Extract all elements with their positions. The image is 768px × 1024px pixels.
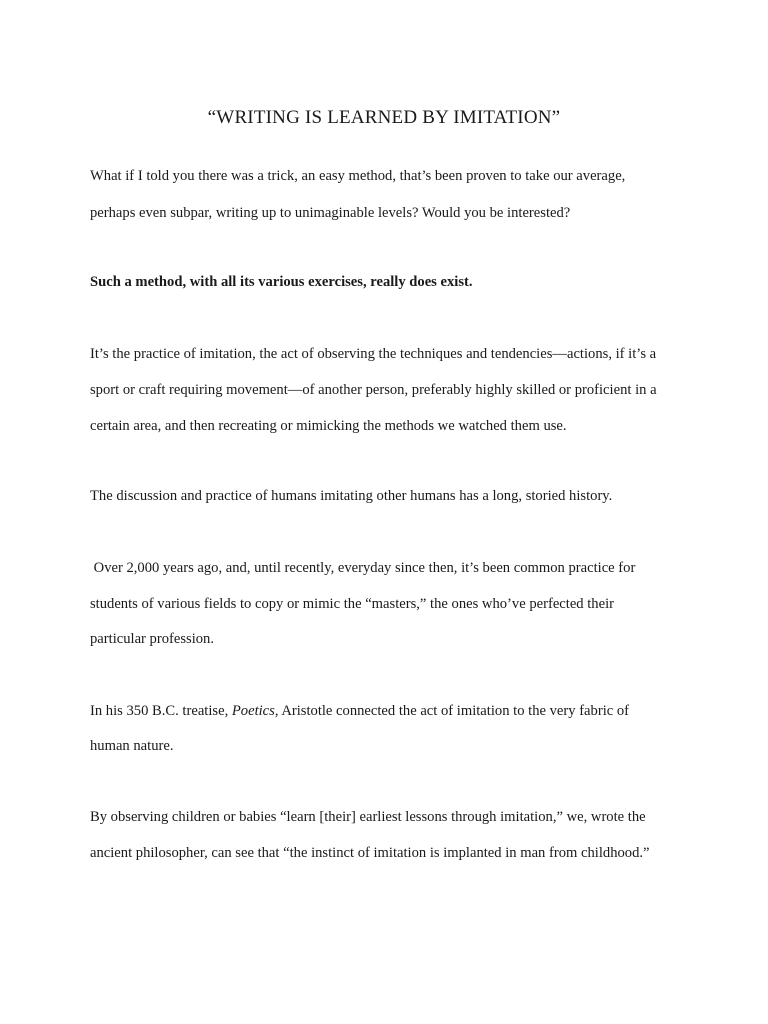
- paragraph-6-line-1: [90, 703, 629, 720]
- paragraph-5-line-1: Over 2,000 years ago, and, until recently, everyday since then, it’s been common practice for: [90, 560, 636, 576]
- paragraph-4-line-1: The discussion and practice of humans imitating other humans has a long, storied history.: [90, 488, 613, 504]
- poetics-title-italic: Poetics: [231, 703, 275, 719]
- paragraph-3-line-1: It’s the practice of imitation, the act of observing the techniques and tendencies—actions, if it’s a: [90, 346, 657, 362]
- paragraph-7-line-1: By observing children or babies “learn [their] earliest lessons through imitation,” we, wrote the: [90, 809, 646, 825]
- paragraph-7-line-2: ancient philosopher, can see that “the instinct of imitation is implanted in man from childhood.”: [90, 845, 650, 861]
- paragraph-6-text-after: , Aristotle connected the act of imitation to the very fabric of: [274, 703, 630, 719]
- paragraph-6-text-before: In his 350 B.C. treatise,: [90, 703, 232, 719]
- paragraph-1-line-2: perhaps even subpar, writing up to unimaginable levels? Would you be interested?: [90, 205, 571, 221]
- paragraph-6-line-2: human nature.: [90, 738, 174, 754]
- paragraph-5-line-3: particular profession.: [90, 631, 215, 647]
- paragraph-5-line-2: students of various fields to copy or mimic the “masters,” the ones who’ve perfected their: [90, 596, 614, 612]
- document-title: “WRITING IS LEARNED BY IMITATION”: [207, 107, 561, 128]
- paragraph-1-line-1: What if I told you there was a trick, an easy method, that’s been proven to take our average,: [90, 168, 626, 184]
- paragraph-3-line-2: sport or craft requiring movement—of another person, preferably highly skilled or proficient in a: [90, 382, 657, 398]
- paragraph-2-bold-statement: Such a method, with all its various exercises, really does exist.: [90, 274, 473, 290]
- paragraph-3-line-3: certain area, and then recreating or mimicking the methods we watched them use.: [90, 418, 567, 434]
